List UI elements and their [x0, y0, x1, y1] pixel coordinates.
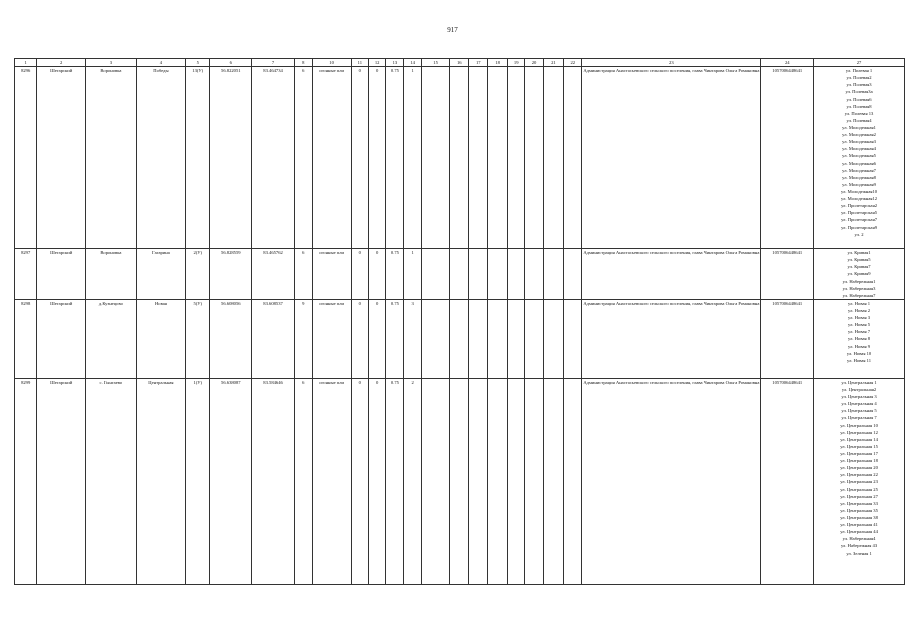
- house-cell: 5(У): [186, 299, 210, 378]
- address-line: ул. Центральная 18: [840, 458, 878, 464]
- address-line: ул. Новая 11: [846, 357, 872, 363]
- address-line: ул. Новая 1: [848, 300, 871, 306]
- column-number-header: 19: [508, 59, 525, 67]
- col12-cell: 0: [368, 299, 385, 378]
- column-number-header: 7: [252, 59, 295, 67]
- longitude-cell: 83.584646: [252, 378, 295, 584]
- longitude-cell: 83.608537: [252, 299, 295, 378]
- ogrn-cell: 1057006448641: [761, 378, 814, 584]
- col13-cell: 0.75: [386, 378, 404, 584]
- address-line: ул. Молодежная6: [842, 160, 876, 166]
- address-line: ул. Центральная 17: [840, 450, 878, 456]
- empty-cell: [488, 378, 508, 584]
- empty-cell: [564, 67, 582, 249]
- col11-cell: 0: [351, 249, 368, 300]
- address-line: ул. Центральная 22: [840, 472, 878, 478]
- empty-cell: [508, 299, 525, 378]
- empty-cell: [450, 67, 469, 249]
- column-number-header: 24: [761, 59, 814, 67]
- empty-cell: [421, 299, 449, 378]
- column-number-header: 17: [469, 59, 488, 67]
- address-line: ул. Новая 8: [848, 336, 871, 342]
- address-line: ул. Центральная 1: [841, 379, 877, 385]
- address-line: ул. Новая 2: [848, 307, 871, 313]
- empty-cell: [450, 378, 469, 584]
- column-number-row: [15, 59, 905, 67]
- col12-cell: 0: [368, 67, 385, 249]
- settlement-cell: с. Гынгаево: [86, 378, 137, 584]
- empty-cell: [469, 299, 488, 378]
- column-number-header: 27: [814, 59, 905, 67]
- address-line: ул. Полевая8: [846, 103, 872, 109]
- address-line: ул. Центральная 10: [840, 422, 878, 428]
- register-table: [14, 58, 905, 585]
- empty-cell: [469, 249, 488, 300]
- col8-cell: 6: [294, 378, 312, 584]
- col11-cell: 0: [351, 299, 368, 378]
- empty-cell: [525, 378, 543, 584]
- table-row: [15, 378, 905, 584]
- table-row: [15, 299, 905, 378]
- street-cell: Победы: [136, 67, 185, 249]
- address-line: ул. Центральная 15: [840, 443, 878, 449]
- column-number-header: 13: [386, 59, 404, 67]
- latitude-cell: 56.608056: [210, 299, 252, 378]
- empty-cell: [469, 67, 488, 249]
- organization-cell: Администрация Анастасьевского сельского поселения, глава Чинтарова Ольга Романовна: [582, 67, 761, 249]
- col14-cell: 3: [404, 299, 421, 378]
- address-line: ул. Центральная 41: [840, 522, 878, 528]
- register-body: [15, 67, 905, 585]
- empty-cell: [508, 67, 525, 249]
- district-cell: Шегарский: [37, 249, 86, 300]
- column-number-header: 8: [294, 59, 312, 67]
- longitude-cell: 83.465762: [252, 249, 295, 300]
- empty-cell: [488, 249, 508, 300]
- district-cell: Шегарский: [37, 378, 86, 584]
- address-line: ул. Новая 5: [848, 322, 871, 328]
- street-cell: Центральная: [136, 378, 185, 584]
- column-number-header: 11: [351, 59, 368, 67]
- address-line: ул. Центральная 20: [840, 465, 878, 471]
- settlement-cell: Вороновка: [86, 249, 137, 300]
- address-line: ул. Полевая2: [846, 75, 872, 81]
- organization-cell: Администрация Анастасьевского сельского поселения, глава Чинтарова Ольга Романовна: [582, 249, 761, 300]
- address-line: ул. Центральная 14: [840, 436, 878, 442]
- table-row: [15, 67, 905, 249]
- settlement-cell: Вороновка: [86, 67, 137, 249]
- col13-cell: 0.75: [386, 249, 404, 300]
- address-line: ул. Центральная2: [841, 386, 877, 392]
- address-line: ул. Центральная 44: [840, 529, 878, 535]
- empty-cell: [564, 378, 582, 584]
- house-cell: 13(У): [186, 67, 210, 249]
- latitude-cell: 56.822051: [210, 67, 252, 249]
- address-line: ул. Молодежная5: [842, 153, 876, 159]
- col14-cell: 1: [404, 67, 421, 249]
- empty-cell: [421, 378, 449, 584]
- house-cell: 1(У): [186, 378, 210, 584]
- column-number-header: 22: [564, 59, 582, 67]
- empty-cell: [508, 249, 525, 300]
- column-number-header: 10: [312, 59, 351, 67]
- address-line: ул. Пролетарская7: [841, 217, 877, 223]
- house-cell: 2(У): [186, 249, 210, 300]
- empty-cell: [564, 299, 582, 378]
- column-number-header: 21: [543, 59, 564, 67]
- address-line: ул. Центральная 38: [840, 514, 878, 520]
- table-row: [15, 249, 905, 300]
- organization-cell: Администрация Анастасьевского сельского поселения, глава Чинтарова Ольга Романовна: [582, 378, 761, 584]
- address-line: ул. Молодежная7: [842, 167, 876, 173]
- column-number-header: 16: [450, 59, 469, 67]
- address-line: ул. Центральная 5: [841, 408, 877, 414]
- surface-type-cell: огонные пли: [312, 299, 351, 378]
- column-number-header: 18: [488, 59, 508, 67]
- empty-cell: [450, 299, 469, 378]
- col12-cell: 0: [368, 249, 385, 300]
- address-line: ул. Кривая1: [847, 250, 871, 256]
- col14-cell: 2: [404, 378, 421, 584]
- column-number-header: 14: [404, 59, 421, 67]
- column-number-header: 2: [37, 59, 86, 67]
- served-addresses-cell: [814, 378, 905, 584]
- address-line: ул. Новая 10: [846, 350, 872, 356]
- column-number-header: 23: [582, 59, 761, 67]
- address-line: ул. Центральная 23: [840, 479, 878, 485]
- address-line: ул. Молодежная4: [842, 146, 876, 152]
- col8-cell: 6: [294, 249, 312, 300]
- ogrn-cell: 1057006448641: [761, 249, 814, 300]
- empty-cell: [525, 299, 543, 378]
- column-number-header: 20: [525, 59, 543, 67]
- address-line: ул. Молодежная8: [842, 174, 876, 180]
- address-line: ул. Набережная1: [842, 278, 876, 284]
- address-line: ул. Полевая6: [846, 96, 872, 102]
- address-line: ул. Пролетарская2: [841, 203, 877, 209]
- address-line: ул. Центральная 35: [840, 507, 878, 513]
- col11-cell: 0: [351, 378, 368, 584]
- empty-cell: [421, 249, 449, 300]
- address-line: ул. Пролетарская5: [841, 210, 877, 216]
- col13-cell: 0.75: [386, 299, 404, 378]
- address-line: ул. Молодежная2: [842, 132, 876, 138]
- surface-type-cell: огонные пли: [312, 378, 351, 584]
- served-addresses-cell: [814, 249, 905, 300]
- col14-cell: 1: [404, 249, 421, 300]
- address-line: ул. Центральная 25: [840, 486, 878, 492]
- address-line: ул. Набережная7: [842, 292, 876, 298]
- record-id-cell: 8297: [15, 249, 37, 300]
- col12-cell: 0: [368, 378, 385, 584]
- address-line: ул. Полевая3а: [845, 89, 873, 95]
- record-id-cell: 8298: [15, 299, 37, 378]
- address-line: ул. Молодежная10: [840, 188, 878, 194]
- address-line: ул. Центральная 3: [841, 394, 877, 400]
- address-line: ул. Набережная3: [842, 285, 876, 291]
- address-line: ул. Молодежная9: [842, 181, 876, 187]
- column-number-header: 12: [368, 59, 385, 67]
- address-line: ул. Полевая 1: [845, 68, 873, 74]
- address-line: ул. Кривая9: [847, 271, 871, 277]
- ogrn-cell: 1057006448641: [761, 299, 814, 378]
- col13-cell: 0.75: [386, 67, 404, 249]
- address-line: ул. Полевая3: [846, 82, 872, 88]
- empty-cell: [543, 67, 564, 249]
- district-cell: Шегарский: [37, 299, 86, 378]
- surface-type-cell: огонные пли: [312, 67, 351, 249]
- address-line: ул. Центральная 27: [840, 493, 878, 499]
- served-addresses-cell: [814, 299, 905, 378]
- address-line: ул. Новая 9: [848, 343, 871, 349]
- served-addresses-cell: [814, 67, 905, 249]
- column-number-header: 1: [15, 59, 37, 67]
- district-cell: Шегарский: [37, 67, 86, 249]
- organization-cell: Администрация Анастасьевского сельского поселения, глава Чинтарова Ольга Романовна: [582, 299, 761, 378]
- empty-cell: [525, 249, 543, 300]
- ogrn-cell: 1057006448641: [761, 67, 814, 249]
- column-number-header: 15: [421, 59, 449, 67]
- address-line: ул. Набережная 43: [840, 543, 878, 549]
- empty-cell: [469, 378, 488, 584]
- street-cell: Гагарина: [136, 249, 185, 300]
- address-line: ул. Центральная 33: [840, 500, 878, 506]
- address-line: ул. Набережная4: [842, 536, 876, 542]
- empty-cell: [543, 249, 564, 300]
- latitude-cell: 56.638087: [210, 378, 252, 584]
- column-number-header: 4: [136, 59, 185, 67]
- empty-cell: [543, 378, 564, 584]
- address-line: ул. Пролетарская9: [841, 224, 877, 230]
- address-line: ул. Полевая4: [846, 117, 872, 123]
- col8-cell: 9: [294, 299, 312, 378]
- address-line: ул. Кривая7: [847, 264, 871, 270]
- column-number-header: 6: [210, 59, 252, 67]
- empty-cell: [421, 67, 449, 249]
- empty-cell: [488, 299, 508, 378]
- street-cell: Новая: [136, 299, 185, 378]
- empty-cell: [525, 67, 543, 249]
- column-number-header: 3: [86, 59, 137, 67]
- address-line: ул. Новая 7: [848, 329, 871, 335]
- address-line: ул. Центральная 4: [841, 401, 877, 407]
- address-line: ул. Полевая 13: [844, 110, 874, 116]
- address-line: ул. Новая 3: [848, 315, 871, 321]
- longitude-cell: 83.464734: [252, 67, 295, 249]
- address-line: ул. Молодежная1: [842, 124, 876, 130]
- empty-cell: [543, 299, 564, 378]
- empty-cell: [564, 249, 582, 300]
- col8-cell: 6: [294, 67, 312, 249]
- address-line: ул. Центральная 12: [840, 429, 878, 435]
- empty-cell: [488, 67, 508, 249]
- address-line: ул. Зеленая 1: [846, 550, 872, 556]
- address-line: ул. Молодежная12: [840, 196, 878, 202]
- address-line: ул. Центральная 7: [841, 415, 877, 421]
- address-line: ул. 2: [854, 231, 864, 237]
- col11-cell: 0: [351, 67, 368, 249]
- empty-cell: [508, 378, 525, 584]
- record-id-cell: 8296: [15, 67, 37, 249]
- page-number: 917: [447, 26, 458, 34]
- empty-cell: [450, 249, 469, 300]
- surface-type-cell: огонные пли: [312, 249, 351, 300]
- settlement-cell: д.Кузнецово: [86, 299, 137, 378]
- column-number-header: 5: [186, 59, 210, 67]
- address-line: ул. Молодежная3: [842, 139, 876, 145]
- record-id-cell: 8299: [15, 378, 37, 584]
- address-line: ул. Кривая5: [847, 257, 871, 263]
- latitude-cell: 56.828559: [210, 249, 252, 300]
